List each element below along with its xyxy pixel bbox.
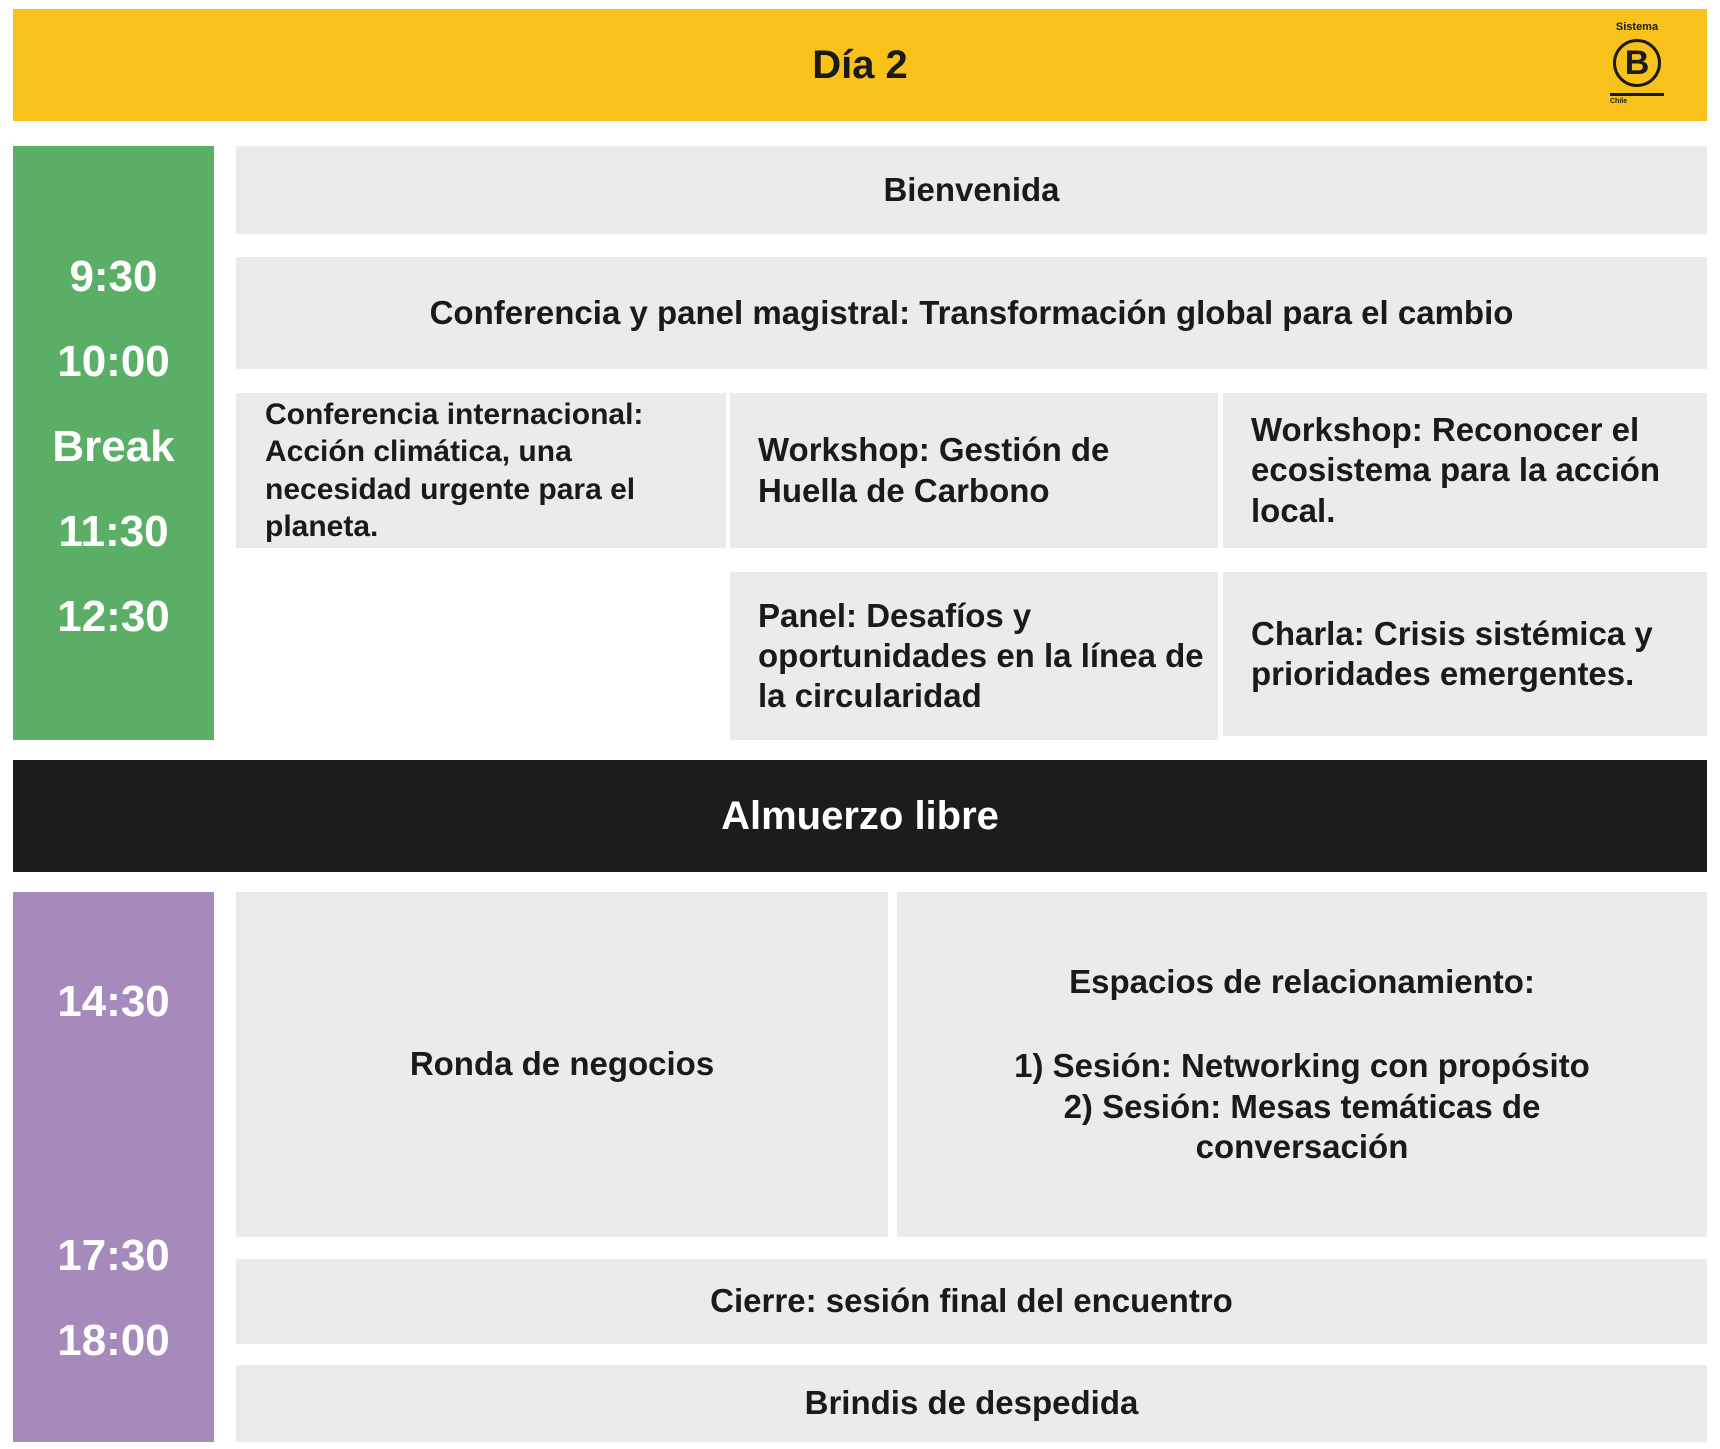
session-brindis — [236, 1365, 1707, 1442]
time-label: 12:30 — [57, 592, 170, 641]
lunch-label: Almuerzo libre — [721, 793, 999, 838]
session-title: Espacios de relacionamiento: — [1069, 963, 1535, 1000]
session-label: Workshop: Reconocer el ecosistema para la acción local. — [1251, 411, 1661, 529]
time-label: 14:30 — [57, 977, 170, 1026]
time-label: Break — [52, 422, 175, 471]
session-charla-crisis — [1223, 572, 1707, 736]
logo-top-text: Sistema — [1615, 21, 1659, 33]
morning-time-column — [13, 146, 214, 740]
time-label: 10:00 — [57, 337, 170, 386]
session-list-item: 1) Sesión: Networking con propósito — [1014, 1047, 1590, 1085]
afternoon-time-column — [13, 892, 214, 1442]
session-label: Charla: Crisis sistémica y prioridades emergentes. — [1251, 614, 1653, 692]
time-label: 11:30 — [58, 507, 169, 556]
session-ronda-negocios — [236, 892, 888, 1237]
session-panel-circularidad — [730, 572, 1218, 740]
day-title: Día 2 — [812, 42, 908, 87]
session-label: Conferencia internacional: Acción climática, una necesidad urgente para el planeta. — [265, 397, 644, 543]
time-label: 18:00 — [57, 1316, 170, 1365]
session-label: Ronda de negocios — [409, 1045, 715, 1083]
session-espacios-relacionamiento — [897, 892, 1707, 1237]
logo-bottom-text: Chile — [1610, 98, 1628, 105]
session-conferencia-panel — [236, 257, 1707, 369]
lunch-bar — [13, 760, 1707, 872]
time-label: 9:30 — [69, 252, 158, 301]
session-label: Workshop: Gestión de Huella de Carbono — [758, 431, 1110, 509]
session-bienvenida — [236, 146, 1707, 234]
session-label: Panel: Desafíos y oportunidades en la línea de la circularidad — [758, 596, 1204, 715]
logo-underline — [1610, 93, 1664, 96]
sistema-b-logo — [1607, 21, 1667, 115]
session-label: Conferencia y panel magistral: Transformación global para el cambio — [429, 293, 1514, 331]
session-cierre — [236, 1259, 1707, 1344]
logo-b-circle: B — [1613, 39, 1661, 87]
session-label: Cierre: sesión final del encuentro — [710, 1282, 1233, 1320]
session-label: Bienvenida — [883, 170, 1060, 208]
session-workshop-huella — [730, 393, 1218, 548]
session-list-item: 2) Sesión: Mesas temáticas de conversación — [1063, 1087, 1541, 1165]
session-workshop-ecosistema — [1223, 393, 1707, 548]
session-label: Brindis de despedida — [804, 1384, 1139, 1422]
session-conferencia-internacional — [236, 393, 726, 548]
time-label: 17:30 — [57, 1231, 170, 1280]
day-header — [13, 9, 1707, 121]
